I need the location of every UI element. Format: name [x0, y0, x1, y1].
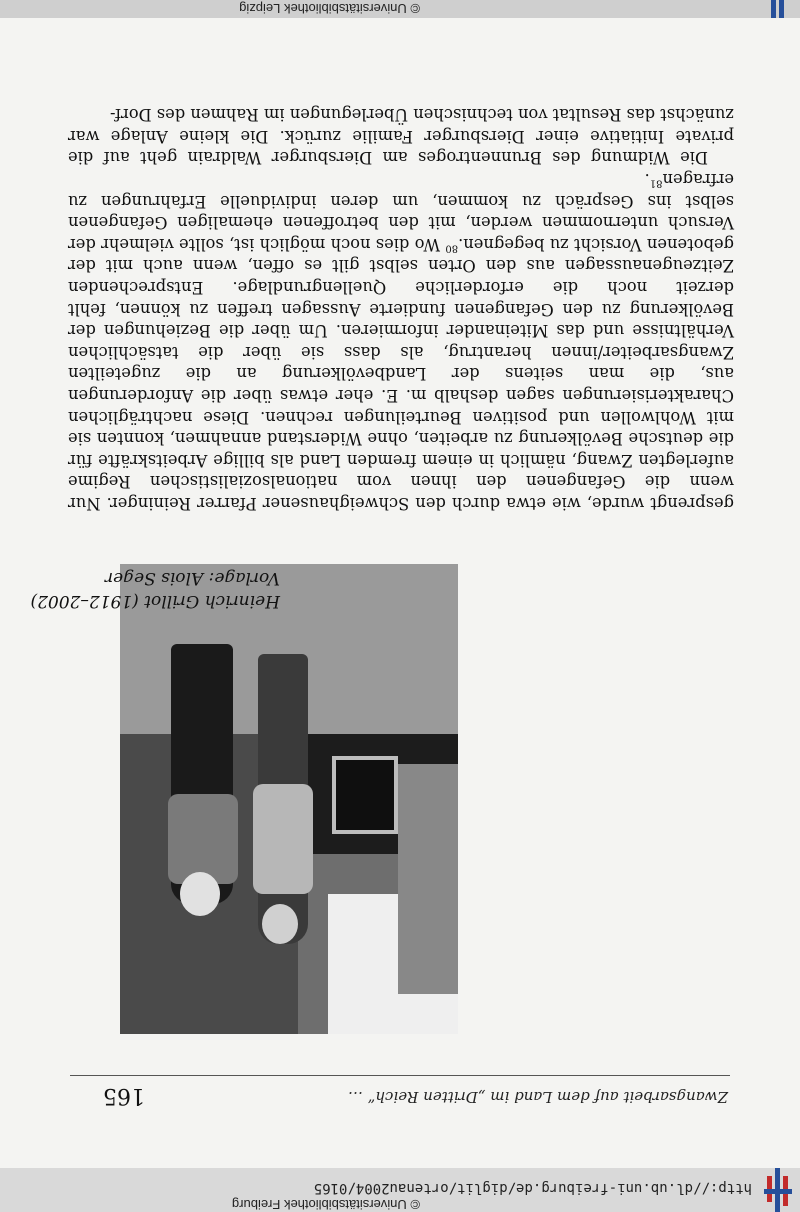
footnote-ref-81[interactable]: 81 — [649, 177, 663, 189]
caption-name: Heinrich Grillot (1912–2002) — [30, 591, 280, 611]
leipzig-copyright: © Universitätsbibliothek Leipzig — [239, 1, 420, 16]
header-rule — [70, 1075, 730, 1076]
ub-leipzig-logo-icon — [758, 0, 794, 18]
caption-source: Vorlage: Alois Seger — [104, 568, 280, 588]
source-strip — [0, 1168, 800, 1212]
body-text — [68, 104, 734, 514]
ub-freiburg-logo-icon — [760, 1168, 796, 1212]
source-copyright: © Universitätsbibliothek Freiburg — [231, 1197, 420, 1212]
running-head: Zwangsarbeit auf dem Land im „Dritten Reich“ … — [347, 1088, 728, 1106]
paragraph: Die Widmung des Brunnentroges am Diersburger Waldrain geht auf die private Initiative einer Diersburger Familie zurück. Die kleine Anlage war zunächst das Resultat von technischen Überlegungen im Rahmen des Dorf- — [68, 105, 734, 168]
photo-heinrich-grillot — [120, 564, 458, 1034]
page-number: 165 — [103, 1083, 145, 1108]
photo-caption — [30, 566, 280, 612]
leipzig-strip — [0, 0, 800, 18]
footnote-ref-80[interactable]: 80 — [445, 242, 459, 254]
book-page — [0, 18, 800, 1168]
source-url[interactable]: http://dl.ub.uni-freiburg.de/diglit/ortenau2004/0165 — [313, 1180, 752, 1196]
paragraph: gesprengt wurde, wie etwa durch den Schweighausener Pfarrer Reininger. Nur wenn die Gefangenen den ihnen vom nationalsozialistischen Regime auferlegten Zwang, nämlich in einem fremden Land als billige Arbeitskräfte für die deutsche Bevölkerung zu arbeiten, ohne Widerstand annahmen, konnten sie mit Wohlwollen und positiven Beurteilungen rechnen. Diese nachträglichen Charakterisierungen sagen deshalb m. E. eher etwas über die Anforderungen aus, die man seitens der Landbevölkerung an die zugeteilten Zwangsarbeiter/innen herantrug, als dass sie über die tatsächlichen Verhältnisse und das Miteinander informieren. Um über die Beziehungen der Bevölkerung zu den Gefangenen fundierte Aussagen treffen zu können, fehlt derzeit noch die erforderliche Quellengrundlage. Entsprechenden Zeitzeugenaussagen aus den Orten selbst gilt es offen, wenn auch mit der gebotenen Vorsicht zu begegnen.$^{80}$ Wo dies noch möglich ist, sollte vielmehr der Versuch unternommen werden, mit den betroffenen ehemaligen Gefangenen selbst ins Gespräch zu kommen, um deren individuelle Erfahrungen zu erfragen$^{81}$. — [68, 170, 734, 513]
